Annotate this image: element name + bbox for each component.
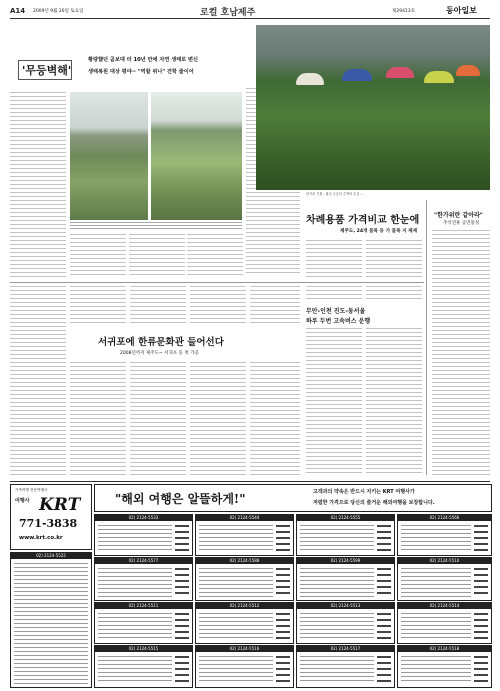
lower-left-col2 [70, 286, 126, 326]
ad-box: 02) 2124-5599 [296, 557, 395, 601]
ad-box: 02) 2124-5515 [94, 645, 193, 688]
ad-top-rule [10, 481, 490, 482]
ad-box: 02) 2124-5544 [195, 514, 294, 556]
mudeung-kicker: '무등벽해' [22, 64, 72, 77]
seogwipo-body-col1 [70, 362, 126, 476]
ad-banner-tagline1: 고객과의 약속은 반드시 지키는 KRT 여행사가 [313, 489, 415, 495]
muan-headline: 무안-인천 진도-동서울 [306, 308, 366, 315]
krt-phone: 771-3838 [19, 517, 78, 530]
article-mudeung [10, 22, 242, 279]
mudeung-body-col4 [187, 234, 243, 277]
krt-website: www.krt.co.kr [19, 535, 63, 541]
seogwipo-body-col3 [190, 362, 246, 476]
column-title: "한가위란 같아라" [434, 212, 483, 219]
edition-number: 제29413호 [392, 9, 416, 14]
mudeung-deck-line1: 황량했던 곰보대 터 10년 만에 자연 생태로 변신 [88, 57, 199, 63]
ad-box: 02) 2124-5514 [397, 602, 492, 644]
ad-box: 02) 2124-5566 [397, 514, 492, 556]
umbrella-3 [386, 67, 414, 78]
lower-left-col5 [250, 286, 300, 326]
umbrella-1 [296, 73, 324, 85]
seogwipo-body-col4 [250, 362, 300, 476]
header-rule [10, 18, 490, 19]
section-title: 로컬 호남제주 [200, 8, 256, 18]
ad-banner-tagline2: 저렴한 가격으로 당신의 즐거운 해외여행을 보장합니다. [313, 500, 435, 506]
ad-box: 02) 2124-5512 [195, 602, 294, 644]
price-body-col2 [366, 240, 422, 278]
ad-banner [94, 484, 492, 512]
mudeung-deck-line2: 생태복원 대상 평야~ "역할 위나" 견학 줄이어 [88, 69, 194, 75]
ad-box: 02) 2124-5510 [397, 557, 492, 601]
mudeung-body-col3 [129, 234, 185, 277]
umbrella-2 [342, 69, 372, 81]
krt-travel-label: 여행사 [15, 498, 30, 504]
muan-rule [306, 282, 424, 283]
ad-box: 02) 2124-5577 [94, 557, 193, 601]
lower-left-col1 [10, 286, 66, 476]
ad-banner-title: "해외 여행은 알뜰하게!" [115, 492, 246, 506]
harvest-photo-caption: 안거준 기원 - 광주 무등산 수박의 손길 ... [306, 192, 364, 196]
mudeung-photo-right [151, 92, 242, 220]
issue-date: 2009년 9월 26일 토요일 [33, 9, 84, 14]
muan-body-col2 [366, 328, 422, 476]
harvest-photo [256, 25, 490, 190]
krt-logo-panel [10, 484, 92, 550]
price-body-col1 [306, 240, 362, 278]
krt-logo: KRT [39, 495, 81, 515]
umbrella-4 [424, 71, 454, 83]
ad-box: 02) 2124-5516 [195, 645, 294, 688]
muan-subhead: 하루 두번 고속버스 운행 [306, 318, 371, 325]
lower-left-col3 [130, 286, 186, 326]
newspaper-logo: 동아일보 [446, 5, 477, 15]
price-cont-col1 [306, 286, 362, 302]
umbrella-5 [456, 65, 480, 76]
mudeung-body-col1 [10, 92, 66, 277]
ad-box: 02) 2124-5517 [296, 645, 395, 688]
price-headline: 차례용품 가격비교 한눈에 [306, 215, 420, 226]
page-number: A14 [10, 7, 26, 15]
mudeung-photo-left [70, 92, 148, 220]
lower-left-col4 [190, 286, 246, 326]
ad-box: 02) 2124-5522 [10, 552, 92, 688]
ad-box: 02) 2124-5588 [195, 557, 294, 601]
column-body [432, 230, 490, 475]
mudeung-body-col2 [70, 234, 126, 277]
muan-body-col1 [306, 328, 362, 476]
seogwipo-subhead: 2008년까지 제주도~ 서귀포 등 첫 가공 [120, 351, 199, 356]
ad-box: 02) 2124-5511 [94, 602, 193, 644]
price-cont-col2 [366, 286, 422, 302]
ad-box: 02) 2124-5533 [94, 514, 193, 556]
seogwipo-body-col2 [130, 362, 186, 476]
price-subhead: 제주도, 24개 품목 등 가 품목 지 제재 [340, 229, 418, 234]
column-subtitle: 추석연휴 공연풍성 [443, 221, 480, 226]
seogwipo-headline: 서귀포에 한류문화관 들어선다 [98, 337, 224, 348]
ad-box: 02) 2124-5513 [296, 602, 395, 644]
krt-slogan: 가족여행 전문여행사 [15, 488, 48, 492]
ad-box: 02) 2124-5555 [296, 514, 395, 556]
mudeung-photo-caption [70, 222, 242, 230]
ad-box: 02) 2124-5518 [397, 645, 492, 688]
column-divider [426, 200, 427, 475]
